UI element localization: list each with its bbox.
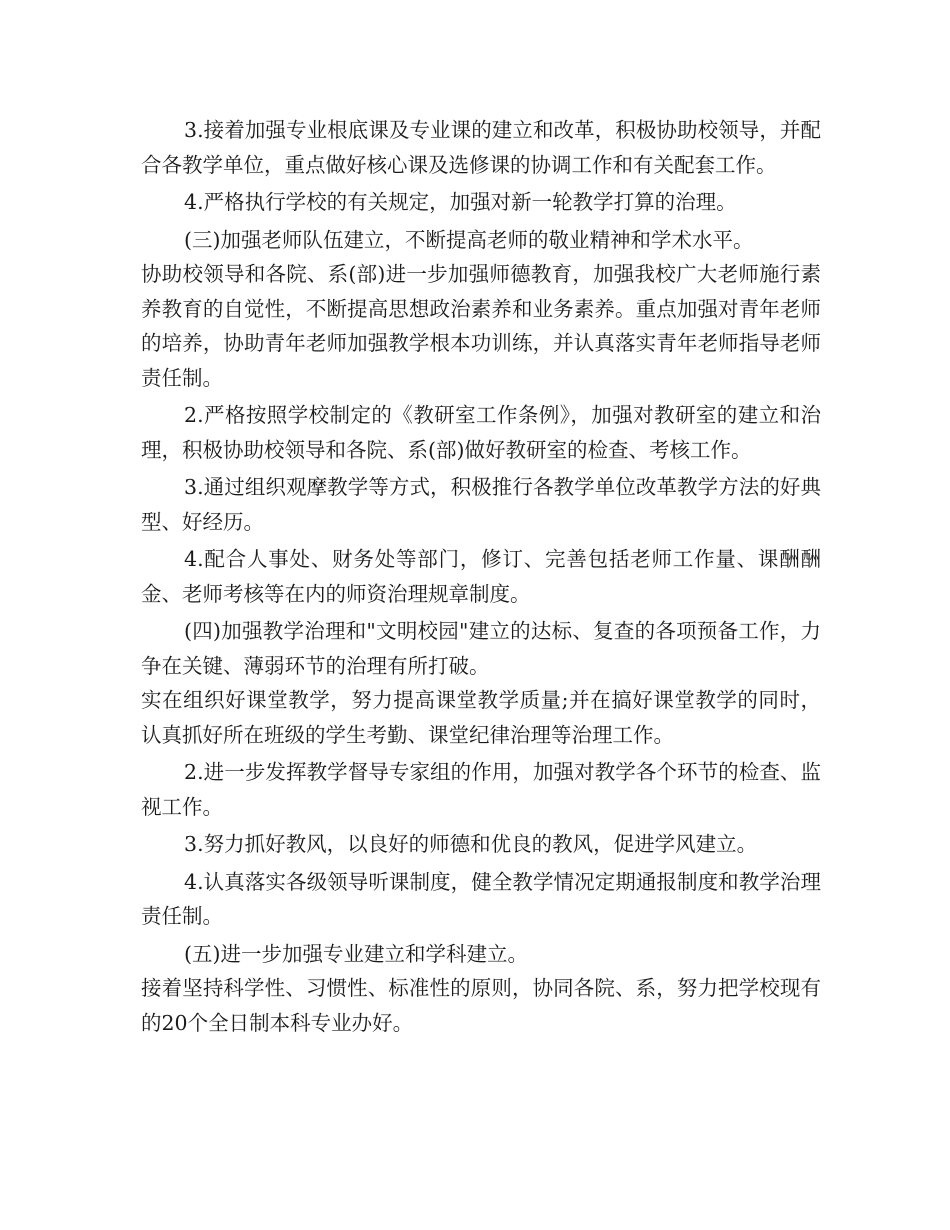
- paragraph-5: 2.严格按照学校制定的《教研室工作条例》，加强对教研室的建立和治理，积极协助校领导和各院、系(部)做好教研室的检查、考核工作。: [141, 403, 821, 462]
- paragraph-11: 3.努力抓好教风，以良好的师德和优良的教风，促进学风建立。: [184, 832, 758, 856]
- paragraph-8-section-heading: (四)加强教学治理和"文明校园"建立的达标、复查的各项预备工作，力争在关键、薄弱环节的治理有所打破。: [141, 619, 821, 678]
- paragraph-10: 2.进一步发挥教学督导专家组的作用，加强对教学各个环节的检查、监视工作。: [141, 760, 821, 819]
- paragraph-9: 实在组织好课堂教学，努力提高课堂教学质量;并在搞好课堂教学的同时，认真抓好所在班级的学生考勤、课堂纪律治理等治理工作。: [141, 688, 821, 747]
- paragraph-2: 4.严格执行学校的有关规定，加强对新一轮教学打算的治理。: [184, 190, 737, 214]
- paragraph-14: 接着坚持科学性、习惯性、标准性的原则，协同各院、系，努力把学校现有的20个全日制本科专业办好。: [141, 976, 821, 1035]
- paragraph-6: 3.通过组织观摩教学等方式，积极推行各教学单位改革教学方法的好典型、好经历。: [141, 475, 821, 534]
- paragraph-13-section-heading: (五)进一步加强专业建立和学科建立。: [184, 941, 529, 966]
- paragraph-4: 协助校领导和各院、系(部)进一步加强师德教育，加强我校广大老师施行素养教育的自觉性，不断提高思想政治素养和业务素养。重点加强对青年老师的培养，协助青年老师加强教学根本功训练，并认真落实青年老师指导老师责任制。: [141, 262, 821, 390]
- paragraph-3-section-heading: (三)加强老师队伍建立，不断提高老师的敬业精神和学术水平。: [184, 227, 754, 252]
- document-body: [141, 113, 821, 1040]
- paragraph-7: 4.配合人事处、财务处等部门，修订、完善包括老师工作量、课酬酬金、老师考核等在内的师资治理规章制度。: [141, 547, 821, 606]
- paragraph-1: 3.接着加强专业根底课及专业课的建立和改革，积极协助校领导，并配合各教学单位，重点做好核心课及选修课的协调工作和有关配套工作。: [141, 118, 821, 177]
- paragraph-12: 4.认真落实各级领导听课制度，健全教学情况定期通报制度和教学治理责任制。: [141, 869, 821, 928]
